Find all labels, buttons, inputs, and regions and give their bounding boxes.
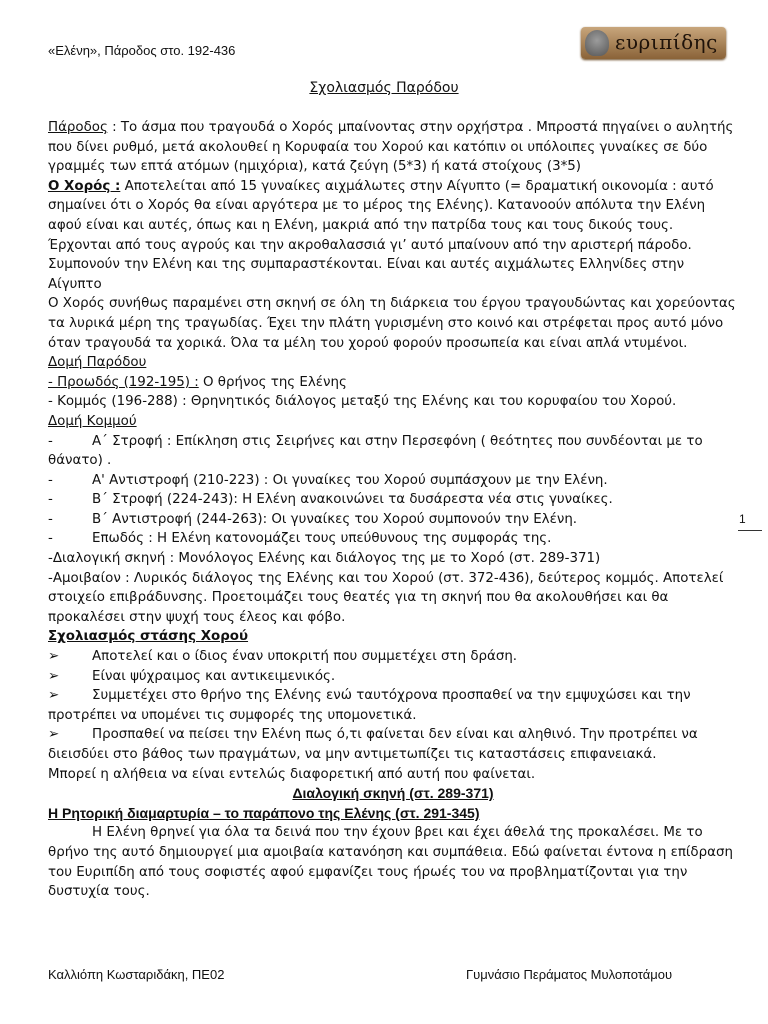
chorus-paragraph: Ο Χορός : Αποτελείται από 15 γυναίκες αιχμάλωτες στην Αίγυπτο (= δραματική οικονομία : αυτό σημαίνει ότι ο Χορός θα είναι αργότερα με το μέρος της Ελένης). Κατανοούν απόλυτα την Ελένη αφού είναι και αυτές, όπως και η Ελένη, μακριά από την πατρίδα τους και τους δικούς τους. Έρχονται από τους αγρούς και την ακροθαλασσιά γι’ αυτό μπαίνουν από την αριστερή πάροδο. Συμπονούν την Ελένη και της συμπαραστέκονται. Είναι και αυτές αιχμάλωτες Ελληνίδες στην Αίγυπτο: [48, 178, 714, 292]
list-item: - Επωδός : Η Ελένη κατονομάζει τους υπεύθυνους της συμφοράς της.: [48, 531, 552, 547]
chorus-term: Ο Χορός :: [48, 178, 121, 194]
euripides-logo: [581, 27, 726, 59]
kommos-structure-heading: Δομή Κομμού: [48, 413, 137, 429]
footer-author: Καλλιόπη Κωσταριδάκη, ΠΕ02: [48, 967, 225, 982]
bullet-item: ➢ Προσπαθεί να πείσει την Ελένη πως ό,τι φαίνεται δεν είναι και αληθινό. Την προτρέπει να διεισδύει στο βάθος των πραγμάτων, να μην αντιμετωπίζει τις καταστάσεις επιφανειακά.: [48, 727, 698, 762]
list-item: - Β΄ Στροφή (224-243): Η Ελένη ανακοινώνει τα δυσάρεστα νέα στις γυναίκες.: [48, 492, 613, 508]
bullet-item: ➢ Είναι ψύχραιμος και αντικειμενικός.: [48, 667, 738, 687]
dialogue-section-heading: Διαλογική σκηνή (στ. 289-371): [292, 785, 494, 802]
document-body: [48, 118, 738, 902]
dialogue-paragraph: Η Ελένη θρηνεί για όλα τα δεινά που την έχουν βρει και έχει άθελά της προκαλέσει. Με το θρήνο της αυτό δημιουργεί μια αμοιβαία κατανόηση και συμπάθεια. Εδώ φαίνεται έντονα η επίδραση του Ευριπίδη από τους σοφιστές αφού εμφανίζει τους ήρωές του να προβληματίζονται για την δυστυχία τους.: [48, 825, 733, 900]
chorus-role-paragraph: Ο Χορός συνήθως παραμένει στη σκηνή σε όλη τη διάρκεια του έργου τραγουδώντας και χορεύοντας τα λυρικά μέρη της τραγωδίας. Έχει την πλάτη γυρισμένη στο κοινό και στρέφεται προς αυτό μόνο όταν τραγουδά τα χορικά. Όλα τα μέλη του χορού φορούν προσωπεία και είναι απλά ντυμένοι.: [48, 296, 736, 351]
dialogue-line: -Διαλογική σκηνή : Μονόλογος Ελένης και διάλογος της με το Χορό (στ. 289-371): [48, 551, 601, 567]
arrow-bullet-icon: ➢: [48, 668, 60, 684]
bust-icon: [585, 30, 609, 56]
prooidos-line: - Προωδός (192-195) : Ο θρήνος της Ελένης: [48, 374, 347, 390]
list-item: - Α' Αντιστροφή (210-223) : Οι γυναίκες του Χορού συμπάσχουν με την Ελένη.: [48, 472, 608, 488]
footer-school: Γυμνάσιο Περάματος Μυλοποτάμου: [466, 967, 673, 982]
bullet-item: ➢ Αποτελεί και ο ίδιος έναν υποκριτή που συμμετέχει στη δράση.: [48, 647, 738, 667]
header-title: «Ελένη», Πάροδος στο. 192-436: [48, 43, 236, 58]
arrow-bullet-icon: ➢: [48, 688, 60, 704]
dialogue-subheading: Η Ρητορική διαμαρτυρία – το παράπονο της Ελένης (στ. 291-345): [48, 804, 480, 821]
parodos-paragraph: Πάροδος : Το άσμα που τραγουδά ο Χορός μπαίνοντας στην ορχήστρα . Μπροστά πηγαίνει ο αυλητής που δίνει ρυθμό, μετά ακολουθεί η Κορυφαία του Χορού και κατόπιν οι υπόλοιπες γυναίκες σε δύο γραμμές των επτά ατόμων (ημιχόρια), κατά ζεύγη (5*3) ή κατά στοίχους (3*5): [48, 120, 734, 175]
list-item: - Α΄ Στροφή : Επίκληση στις Σειρήνες και στην Περσεφόνη ( θεότητες που συνδέονται με το θάνατο) .: [48, 433, 703, 469]
page-number-rule: [738, 530, 762, 531]
kommos-line: - Κομμός (196-288) : Θρηνητικός διάλογος μεταξύ της Ελένης και του κορυφαίου του Χορού.: [48, 394, 677, 410]
arrow-bullet-icon: ➢: [48, 727, 60, 743]
page-number: 1: [739, 512, 746, 526]
parodos-term: Πάροδος: [48, 120, 108, 135]
structure-heading: Δομή Παρόδου: [48, 355, 147, 371]
arrow-bullet-icon: ➢: [48, 649, 60, 665]
logo-text: ευριπίδης: [615, 30, 718, 54]
bullet-item: ➢ Συμμετέχει στο θρήνο της Ελένης ενώ ταυτόχρονα προσπαθεί να την εμψυχώσει και την προτρέπει να υπομένει τις συμφορές της υπομονετικά.: [48, 688, 691, 723]
stance-tail: Μπορεί η αλήθεια να είναι εντελώς διαφορετική από αυτή που φαίνεται.: [48, 766, 536, 782]
stance-heading: Σχολιασμός στάσης Χορού: [48, 629, 249, 645]
list-item: - Β΄ Αντιστροφή (244-263): Οι γυναίκες του Χορού συμπονούν την Ελένη.: [48, 511, 578, 527]
page-title: Σχολιασμός Παρόδου: [309, 80, 459, 96]
amoibaion-paragraph: -Αμοιβαίον : Λυρικός διάλογος της Ελένης και του Χορού (στ. 372-436), δεύτερος κομμός. Αποτελεί στοιχείο επιβράδυνσης. Προετοιμάζει τους θεατές για τη σκηνή που θα ακολουθήσει και θα προκαλέσει στην ψυχή τους έλεος και φόβο.: [48, 570, 724, 625]
